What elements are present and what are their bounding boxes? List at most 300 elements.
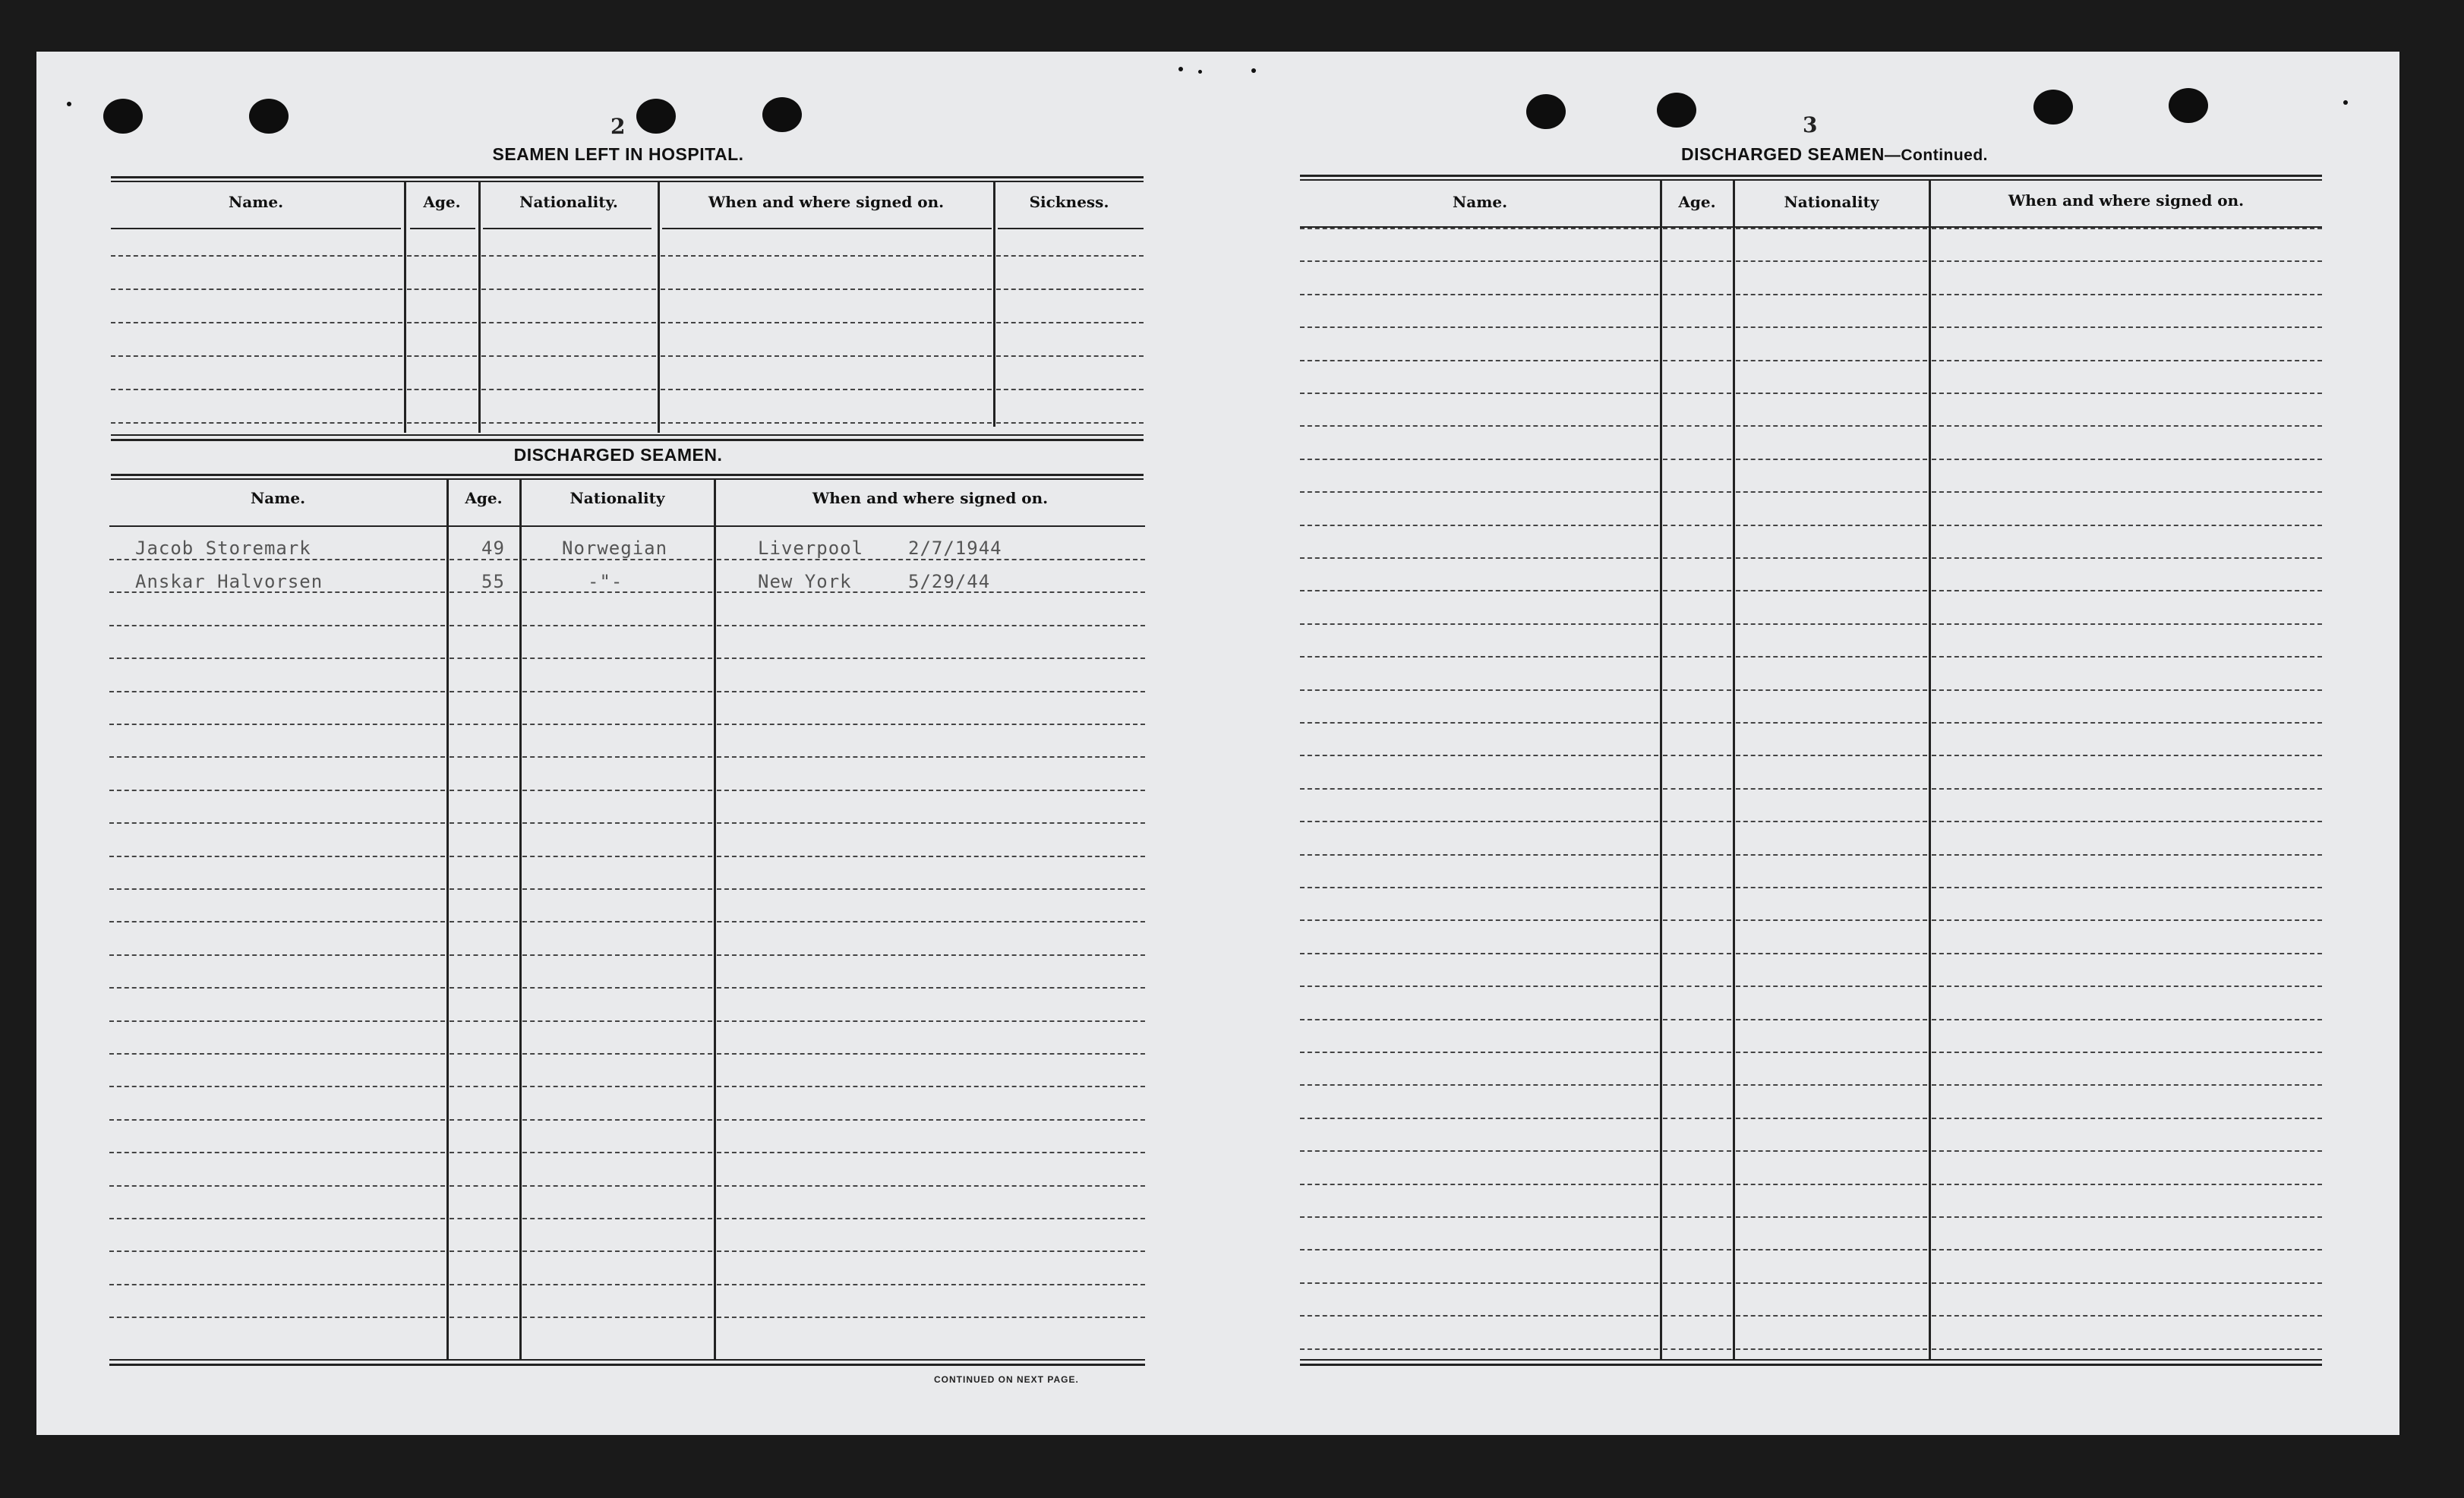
ruled-line — [1736, 854, 1927, 856]
ruled-line — [1663, 623, 1731, 625]
ruled-line — [1736, 1348, 1927, 1350]
continued-note: CONTINUED ON NEXT PAGE. — [934, 1374, 1079, 1385]
ruled-line — [1932, 1118, 2322, 1119]
page-number-left: 2 — [610, 114, 626, 139]
ruled-line — [1663, 557, 1731, 559]
ruled-line — [1300, 755, 1658, 756]
ruled-line — [522, 724, 712, 725]
ruled-line — [1300, 986, 1658, 987]
punch-hole — [2033, 90, 2073, 125]
ruled-line — [109, 888, 445, 890]
ruled-line — [1736, 986, 1927, 987]
ruled-line — [1663, 887, 1731, 888]
ruled-line — [1300, 1118, 1658, 1119]
rule — [111, 439, 1144, 441]
ruled-line — [1932, 919, 2322, 921]
ruled-line — [1736, 919, 1927, 921]
ruled-line — [1736, 1019, 1927, 1020]
ruled-line — [717, 625, 1145, 626]
column-rule — [404, 182, 406, 433]
ruled-line — [1736, 656, 1927, 658]
speck — [2343, 100, 2348, 105]
ruled-line — [1932, 887, 2322, 888]
ruled-line — [450, 625, 518, 626]
ruled-line — [1300, 689, 1658, 691]
column-rule — [446, 480, 449, 1361]
ruled-line — [1300, 590, 1658, 591]
document-paper — [36, 52, 2399, 1435]
punch-hole — [2169, 88, 2208, 123]
ruled-line — [1300, 557, 1658, 559]
ruled-line — [1300, 1150, 1658, 1152]
discharged-section-title: DISCHARGED SEAMEN. — [513, 445, 723, 465]
rule — [111, 434, 1144, 436]
ruled-line — [1663, 1216, 1731, 1218]
ruled-line — [1932, 228, 2322, 229]
ruled-line — [109, 1317, 445, 1318]
rule — [109, 525, 1145, 527]
ruled-line — [522, 691, 712, 692]
ruled-line — [109, 756, 445, 758]
seaman-signed-where: Liverpool — [758, 538, 864, 559]
ruled-line — [1932, 1282, 2322, 1284]
page-number-right: 3 — [1803, 112, 1818, 137]
ruled-line — [1300, 1282, 1658, 1284]
col-head-sickness: Sickness. — [1029, 193, 1109, 211]
ruled-line — [522, 954, 712, 956]
ruled-line — [109, 1086, 445, 1087]
ruled-line — [522, 888, 712, 890]
ruled-line — [1300, 228, 1658, 229]
rule — [111, 474, 1144, 476]
ruled-line — [1736, 755, 1927, 756]
ruled-line — [1736, 326, 1927, 328]
column-rule — [519, 480, 522, 1361]
ruled-line — [1932, 854, 2322, 856]
ruled-line — [1736, 459, 1927, 460]
ruled-line — [1663, 755, 1731, 756]
col-head-nationality: Nationality. — [519, 193, 618, 211]
ruled-line — [450, 1317, 518, 1318]
punch-hole — [762, 97, 802, 132]
ruled-line — [111, 255, 402, 257]
ruled-line — [1932, 491, 2322, 493]
ruled-line — [109, 1152, 445, 1153]
ruled-line — [717, 1218, 1145, 1219]
ruled-line — [1663, 425, 1731, 427]
ruled-line — [522, 921, 712, 922]
ruled-line — [717, 756, 1145, 758]
punch-hole — [1526, 94, 1566, 129]
ruled-line — [522, 1250, 712, 1252]
ruled-line — [450, 856, 518, 857]
punch-hole — [249, 99, 289, 134]
ruled-line — [1663, 689, 1731, 691]
rule — [111, 176, 1144, 178]
ruled-line — [996, 355, 1144, 357]
ruled-line — [1736, 590, 1927, 591]
rule — [483, 228, 651, 229]
ruled-line — [1932, 1084, 2322, 1086]
ruled-line — [1300, 1019, 1658, 1020]
ruled-line — [717, 1020, 1145, 1022]
ruled-line — [450, 1119, 518, 1121]
ruled-line — [1932, 953, 2322, 954]
ruled-line — [1300, 1184, 1658, 1185]
ruled-line — [1300, 722, 1658, 724]
ruled-line — [450, 756, 518, 758]
ruled-line — [1932, 755, 2322, 756]
ruled-line — [109, 1185, 445, 1187]
col-head-age: Age. — [423, 193, 461, 211]
col-head-signed-on: When and where signed on. — [2008, 191, 2245, 210]
rule — [1300, 175, 2322, 177]
ruled-line — [1663, 821, 1731, 822]
rule — [410, 228, 475, 229]
ruled-line — [717, 954, 1145, 956]
ruled-line — [1932, 1315, 2322, 1317]
ruled-line — [1663, 1315, 1731, 1317]
punch-hole — [103, 99, 143, 134]
ruled-line — [1736, 788, 1927, 790]
ruled-line — [450, 954, 518, 956]
ruled-line — [1932, 326, 2322, 328]
ruled-line — [111, 355, 402, 357]
col-head-signed-on: When and where signed on. — [708, 193, 945, 211]
rule — [109, 1359, 1145, 1361]
ruled-line — [1663, 393, 1731, 394]
ruled-line — [1300, 260, 1658, 262]
ruled-line — [1663, 1184, 1731, 1185]
ruled-line — [407, 389, 477, 390]
ruled-line — [1736, 360, 1927, 361]
discharged-continued-title — [1303, 144, 2366, 165]
col-head-nationality: Nationality — [1784, 193, 1879, 211]
ruled-line — [522, 1119, 712, 1121]
ruled-line — [1300, 1216, 1658, 1218]
ruled-line — [450, 790, 518, 791]
ruled-line — [109, 1218, 445, 1219]
ruled-line — [450, 1086, 518, 1087]
ruled-line — [1736, 557, 1927, 559]
ruled-line — [1932, 722, 2322, 724]
ruled-line — [1300, 294, 1658, 295]
ruled-line — [661, 322, 992, 323]
ruled-line — [481, 355, 656, 357]
ruled-line — [111, 289, 402, 290]
hospital-section-title: SEAMEN LEFT IN HOSPITAL. — [492, 144, 744, 164]
ruled-line — [1736, 491, 1927, 493]
ruled-line — [717, 658, 1145, 659]
ruled-line — [109, 1284, 445, 1285]
ruled-line — [111, 422, 402, 424]
ruled-line — [1663, 260, 1731, 262]
column-rule — [658, 182, 660, 433]
ruled-line — [450, 921, 518, 922]
ruled-line — [481, 389, 656, 390]
ruled-line — [1663, 1118, 1731, 1119]
ruled-line — [1736, 1216, 1927, 1218]
ruled-line — [109, 790, 445, 791]
ruled-line — [450, 691, 518, 692]
ruled-line — [1736, 722, 1927, 724]
ruled-line — [1663, 1150, 1731, 1152]
ruled-line — [450, 822, 518, 824]
ruled-line — [1932, 821, 2322, 822]
ruled-line — [1663, 1348, 1731, 1350]
ruled-line — [522, 1020, 712, 1022]
ruled-line — [450, 1250, 518, 1252]
ruled-line — [996, 322, 1144, 323]
ruled-line — [1932, 425, 2322, 427]
ruled-line — [1932, 689, 2322, 691]
ruled-line — [1663, 1282, 1731, 1284]
ruled-line — [1300, 887, 1658, 888]
ruled-line — [522, 559, 712, 560]
ruled-line — [109, 1119, 445, 1121]
ruled-line — [109, 954, 445, 956]
ruled-line — [996, 389, 1144, 390]
ruled-line — [109, 658, 445, 659]
title-main: DISCHARGED SEAMEN — [1680, 144, 1885, 164]
ruled-line — [1736, 1052, 1927, 1053]
column-rule — [1929, 181, 1931, 1359]
ruled-line — [1932, 294, 2322, 295]
ruled-line — [450, 1185, 518, 1187]
ruled-line — [1663, 1052, 1731, 1053]
col-head-name: Name. — [250, 489, 306, 507]
ruled-line — [450, 1152, 518, 1153]
ruled-line — [1300, 393, 1658, 394]
ruled-line — [522, 1317, 712, 1318]
speck — [67, 102, 71, 106]
ruled-line — [1300, 459, 1658, 460]
ruled-line — [1300, 821, 1658, 822]
ruled-line — [1663, 953, 1731, 954]
ruled-line — [450, 1284, 518, 1285]
ruled-line — [996, 422, 1144, 424]
ruled-line — [109, 1020, 445, 1022]
ruled-line — [109, 1053, 445, 1055]
seaman-age: 49 — [481, 538, 505, 559]
ruled-line — [522, 822, 712, 824]
column-rule — [478, 182, 481, 433]
rule — [111, 478, 1144, 480]
ruled-line — [450, 1218, 518, 1219]
ruled-line — [109, 625, 445, 626]
ruled-line — [717, 856, 1145, 857]
ruled-line — [111, 389, 402, 390]
rule — [998, 228, 1144, 229]
seaman-nationality: Norwegian — [562, 538, 668, 559]
ruled-line — [1736, 1184, 1927, 1185]
ruled-line — [450, 559, 518, 560]
ruled-line — [1932, 1150, 2322, 1152]
ruled-line — [407, 422, 477, 424]
ruled-line — [522, 790, 712, 791]
ruled-line — [450, 888, 518, 890]
ruled-line — [450, 658, 518, 659]
ruled-line — [481, 255, 656, 257]
seaman-signed-where: New York — [758, 571, 852, 592]
ruled-line — [522, 1284, 712, 1285]
speck — [1198, 70, 1202, 74]
ruled-line — [111, 322, 402, 323]
ruled-line — [1736, 1282, 1927, 1284]
speck — [1251, 68, 1256, 73]
rule — [111, 228, 401, 229]
ruled-line — [1300, 326, 1658, 328]
ruled-line — [522, 1185, 712, 1187]
ruled-line — [1663, 459, 1731, 460]
ruled-line — [661, 422, 992, 424]
ruled-line — [109, 987, 445, 989]
ruled-line — [717, 987, 1145, 989]
ruled-line — [1663, 1019, 1731, 1020]
ruled-line — [1300, 1249, 1658, 1250]
ruled-line — [1300, 854, 1658, 856]
ruled-line — [717, 790, 1145, 791]
column-rule — [1733, 181, 1735, 1359]
ruled-line — [522, 856, 712, 857]
ruled-line — [1300, 1084, 1658, 1086]
title-sub: —Continued. — [1884, 147, 1989, 164]
seaman-nationality: -"- — [588, 571, 623, 592]
seaman-age: 55 — [481, 571, 505, 592]
ruled-line — [1663, 1084, 1731, 1086]
ruled-line — [522, 1086, 712, 1087]
col-head-nationality: Nationality — [569, 489, 665, 507]
ruled-line — [450, 1020, 518, 1022]
ruled-line — [450, 724, 518, 725]
rule — [1300, 1359, 2322, 1361]
ruled-line — [1932, 1052, 2322, 1053]
ruled-line — [1932, 788, 2322, 790]
ruled-line — [1736, 228, 1927, 229]
ruled-line — [717, 921, 1145, 922]
ruled-line — [1736, 260, 1927, 262]
punch-hole — [636, 99, 676, 134]
ruled-line — [522, 1152, 712, 1153]
ruled-line — [1736, 1249, 1927, 1250]
seaman-name: Jacob Storemark — [135, 538, 311, 559]
ruled-line — [717, 1317, 1145, 1318]
ruled-line — [407, 322, 477, 323]
ruled-line — [1663, 491, 1731, 493]
ruled-line — [717, 1152, 1145, 1153]
ruled-line — [1663, 986, 1731, 987]
ruled-line — [717, 1250, 1145, 1252]
col-head-age: Age. — [465, 489, 503, 507]
ruled-line — [481, 322, 656, 323]
ruled-line — [1932, 557, 2322, 559]
ruled-line — [661, 355, 992, 357]
ruled-line — [1736, 953, 1927, 954]
ruled-line — [1300, 425, 1658, 427]
ruled-line — [1932, 1184, 2322, 1185]
ruled-line — [407, 289, 477, 290]
ruled-line — [1932, 459, 2322, 460]
ruled-line — [1736, 425, 1927, 427]
ruled-line — [1663, 788, 1731, 790]
ruled-line — [522, 625, 712, 626]
ruled-line — [1663, 919, 1731, 921]
ruled-line — [522, 1053, 712, 1055]
ruled-line — [1300, 656, 1658, 658]
ruled-line — [1932, 986, 2322, 987]
ruled-line — [996, 255, 1144, 257]
col-head-name: Name. — [228, 193, 284, 211]
ruled-line — [109, 921, 445, 922]
ruled-line — [996, 289, 1144, 290]
seaman-signed-when: 5/29/44 — [908, 571, 991, 592]
ruled-line — [1300, 1348, 1658, 1350]
ruled-line — [1932, 1216, 2322, 1218]
ruled-line — [1300, 623, 1658, 625]
ruled-line — [1300, 919, 1658, 921]
ruled-line — [1300, 953, 1658, 954]
ruled-line — [522, 756, 712, 758]
rule — [662, 228, 992, 229]
ruled-line — [1663, 590, 1731, 591]
ruled-line — [1736, 1118, 1927, 1119]
ruled-line — [661, 289, 992, 290]
ruled-line — [1736, 821, 1927, 822]
ruled-line — [522, 987, 712, 989]
ruled-line — [1300, 360, 1658, 361]
ruled-line — [1663, 360, 1731, 361]
ruled-line — [661, 255, 992, 257]
col-head-name: Name. — [1452, 193, 1508, 211]
ruled-line — [1663, 722, 1731, 724]
ruled-line — [1300, 1315, 1658, 1317]
seaman-name: Anskar Halvorsen — [135, 571, 323, 592]
column-rule — [993, 182, 995, 427]
ruled-line — [1736, 623, 1927, 625]
column-rule — [1660, 181, 1662, 1359]
ruled-line — [1932, 590, 2322, 591]
ruled-line — [717, 1086, 1145, 1087]
ruled-line — [1663, 1249, 1731, 1250]
ruled-line — [109, 559, 445, 560]
ruled-line — [717, 1284, 1145, 1285]
col-head-age: Age. — [1678, 193, 1716, 211]
ruled-line — [1663, 326, 1731, 328]
ruled-line — [1300, 491, 1658, 493]
seaman-signed-when: 2/7/1944 — [908, 538, 1002, 559]
punch-hole — [1657, 93, 1696, 128]
ruled-line — [1932, 525, 2322, 526]
speck — [1178, 67, 1183, 71]
ruled-line — [717, 1185, 1145, 1187]
ruled-line — [1663, 228, 1731, 229]
ruled-line — [717, 1119, 1145, 1121]
ruled-line — [717, 691, 1145, 692]
ruled-line — [1932, 656, 2322, 658]
ruled-line — [717, 888, 1145, 890]
ruled-line — [109, 724, 445, 725]
ruled-line — [1663, 854, 1731, 856]
ruled-line — [1736, 393, 1927, 394]
rule — [1300, 179, 2322, 181]
ruled-line — [1736, 294, 1927, 295]
ruled-line — [407, 255, 477, 257]
ruled-line — [522, 1218, 712, 1219]
ruled-line — [109, 691, 445, 692]
ruled-line — [1932, 393, 2322, 394]
rule — [109, 1364, 1145, 1366]
ruled-line — [450, 987, 518, 989]
